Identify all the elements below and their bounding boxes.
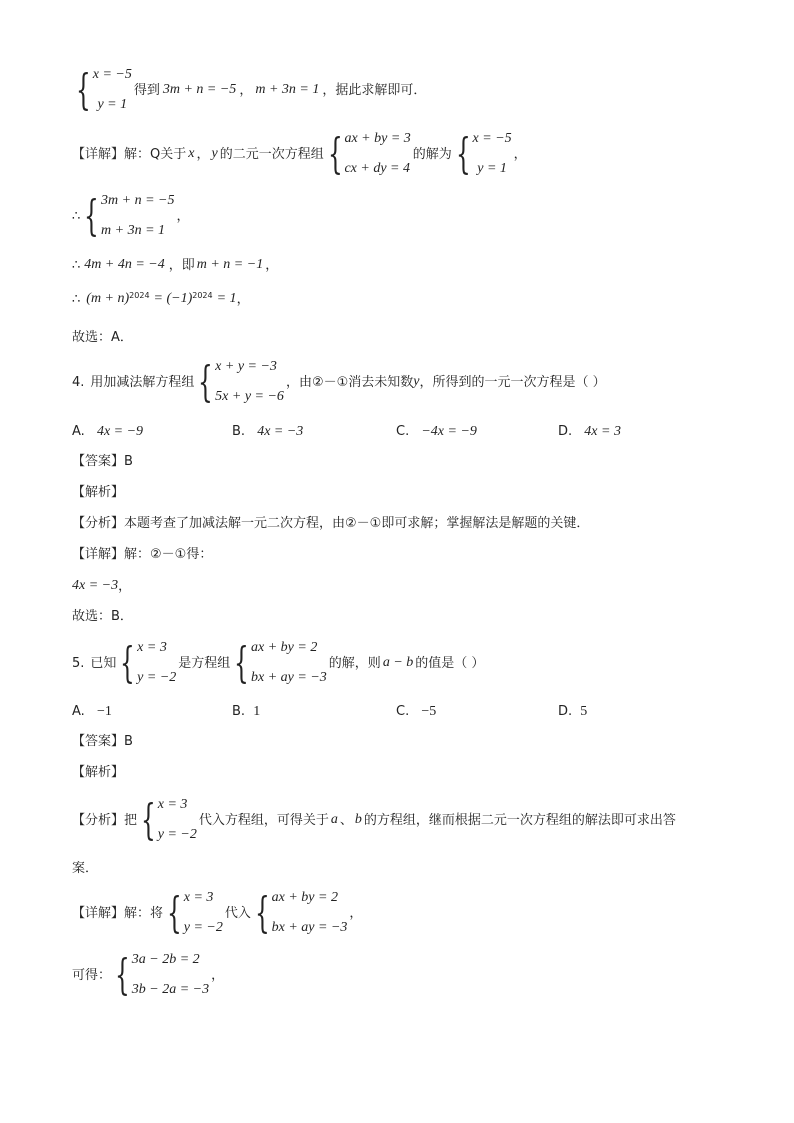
choice-q3: 故选：A． (72, 330, 133, 345)
detail-tag: 【详解】 (72, 146, 125, 162)
option-a[interactable] (72, 424, 143, 440)
equation: 4m + 4n = −4 (84, 257, 165, 272)
detail-line-q3 (72, 129, 527, 178)
analysis-tag-q5: 【解析】 (72, 765, 125, 780)
sys-row: y = −2 (137, 670, 177, 685)
option-expr: 4x = −3 (257, 424, 304, 439)
detail-q4 (72, 548, 212, 561)
text: 的二元一次方程组 (219, 146, 324, 162)
intro-line (72, 65, 427, 114)
therefore-line-2 (72, 258, 278, 272)
sys-row: x = 3 (157, 797, 188, 812)
therefore-symbol: ∴ (72, 257, 81, 273)
text: ，据此求解即可． (322, 82, 427, 98)
sys-row: x = 3 (183, 890, 214, 905)
detail-tag: 【详解】 (72, 905, 125, 921)
option-expr: −4x = −9 (421, 424, 477, 439)
equation: m + n = −1 (196, 257, 264, 272)
text: ， (176, 208, 190, 224)
var-x: x (188, 146, 195, 161)
fenxi-q4 (72, 517, 589, 530)
sys-row: x = −5 (472, 131, 512, 146)
text: 是方程组 (178, 655, 231, 671)
text: 本题考查了加减法解一元二次方程，由②－①即可求解；掌握解法是解题的关键． (124, 516, 590, 531)
option-label: A. (72, 704, 85, 719)
sys-row: ax + by = 3 (344, 131, 411, 146)
expression: a − b (382, 655, 414, 670)
sys-row: ax + by = 2 (251, 640, 318, 655)
option-expr: −1 (96, 704, 112, 719)
text: ， (196, 146, 210, 162)
sys-row: x = −5 (92, 67, 132, 82)
question-5 (72, 638, 485, 687)
text: 用加减法解方程组 (90, 374, 195, 390)
option-b[interactable] (232, 424, 303, 440)
text: 的值是（ ） (415, 655, 485, 671)
option-expr: 4x = −9 (96, 424, 144, 439)
brace: { (120, 638, 136, 687)
text: 的方程组，继而根据二元一次方程组的解法即可求出答 (363, 812, 676, 828)
sys-row: x = 3 (137, 640, 167, 655)
sys-row: 3a − 2b = 2 (131, 952, 200, 967)
var-b: b (354, 812, 362, 827)
option-label: C. (396, 424, 410, 439)
answer: B (124, 734, 133, 749)
option-expr: −5 (421, 704, 437, 719)
result-q5 (72, 950, 225, 999)
option-expr: 5 (580, 704, 588, 719)
sys-row: y = 1 (477, 161, 507, 176)
sys-row: y = −2 (157, 827, 197, 842)
sys-row: bx + ay = −3 (251, 670, 327, 685)
brace: { (455, 129, 471, 178)
detail-q5 (72, 888, 363, 937)
text: 代入方程组，可得关于 (198, 812, 329, 828)
fenxi-tag: 【分析】 (72, 812, 125, 828)
sys-row: x + y = −3 (215, 359, 277, 374)
equation-system (326, 129, 411, 178)
text: 解：②－①得： (124, 547, 213, 562)
option-a[interactable] (72, 704, 112, 720)
exponent: 2024 (129, 291, 150, 300)
equation-system (232, 638, 327, 687)
text: 的解，则 (328, 655, 381, 671)
exponent: 2024 (192, 291, 213, 300)
fenxi-q5 (72, 795, 676, 844)
question-4 (72, 357, 606, 406)
option-b[interactable] (232, 704, 260, 720)
text: ， (118, 578, 132, 594)
sys-row: cx + dy = 4 (344, 161, 410, 176)
brace: { (234, 638, 250, 687)
therefore-symbol: ∴ (72, 208, 81, 224)
text: ， (211, 967, 225, 983)
solution-system (118, 638, 177, 687)
option-c[interactable] (396, 424, 477, 440)
option-label: B. (232, 424, 246, 439)
var-y: y (211, 146, 218, 161)
brace: { (84, 191, 100, 240)
question-number: 5. (72, 655, 85, 671)
option-expr: 1 (253, 704, 261, 719)
equation: m + 3n = 1 (255, 82, 320, 97)
solution-system (165, 888, 223, 937)
text: 解：Q关于 (124, 146, 187, 162)
expression: = (−1) (153, 291, 193, 306)
text: 的解为 (412, 146, 452, 162)
answer-tag: 【答案】 (72, 734, 125, 749)
sys-row: y = −2 (183, 920, 223, 935)
sys-row: bx + ay = −3 (271, 920, 348, 935)
sys-row: 3b − 2a = −3 (131, 982, 210, 997)
text: ， (239, 82, 253, 98)
therefore-line-1 (72, 191, 190, 240)
option-label: D. (558, 424, 573, 439)
brace: { (141, 795, 156, 844)
sys-row: 5x + y = −6 (215, 389, 284, 404)
fenxi-tag: 【分析】 (72, 516, 125, 531)
option-d[interactable] (558, 704, 587, 720)
brace: { (115, 950, 130, 999)
answer-q5 (72, 735, 133, 748)
detail-tag: 【详解】 (72, 547, 125, 562)
var-a: a (330, 812, 338, 827)
brace: { (167, 888, 182, 937)
text: 已知 (90, 655, 117, 671)
solution-system (454, 129, 512, 178)
option-label: D. (558, 704, 573, 719)
solution-system (139, 795, 197, 844)
expression: = 1 (216, 291, 237, 306)
equation-system (82, 191, 175, 240)
text: ， (236, 291, 250, 307)
answer: B (124, 454, 133, 469)
text: 可得： (72, 967, 112, 983)
text: 代入 (224, 905, 251, 921)
text: ，由②－①消去未知数 (285, 374, 414, 390)
option-c[interactable] (396, 704, 436, 720)
text: ，即 (168, 257, 195, 273)
therefore-line-3 (72, 292, 250, 306)
brace: { (327, 129, 343, 178)
choice-q4: 故选：B． (72, 609, 133, 624)
result-q4 (72, 579, 131, 593)
brace: { (198, 357, 214, 406)
equation-system (196, 357, 284, 406)
question-number: 4. (72, 374, 85, 390)
answer-q4 (72, 455, 133, 468)
text: 、 (339, 812, 353, 828)
option-d[interactable] (558, 424, 621, 440)
equation-system (253, 888, 348, 937)
text: 把 (124, 812, 138, 828)
sys-row: y = 1 (97, 97, 128, 112)
option-expr: 4x = 3 (584, 424, 621, 439)
text: ， (349, 905, 363, 921)
text: ， (513, 146, 527, 162)
sys-row: ax + by = 2 (271, 890, 338, 905)
sys-row: m + 3n = 1 (101, 223, 166, 238)
option-label: C. (396, 704, 410, 719)
text: 解：将 (124, 905, 164, 921)
fenxi-q5-cont: 案． (72, 861, 99, 876)
brace: { (76, 65, 91, 114)
therefore-symbol: ∴ (72, 291, 81, 307)
expression: (m + n) (86, 291, 130, 306)
answer-tag: 【答案】 (72, 454, 125, 469)
text: 得到 (133, 82, 160, 98)
option-label: B. (232, 704, 246, 719)
solution-system (74, 65, 132, 114)
sys-row: 3m + n = −5 (101, 193, 175, 208)
equation: 4x = −3 (72, 578, 119, 593)
option-label: A. (72, 424, 85, 439)
equation-system (113, 950, 210, 999)
brace: { (254, 888, 270, 937)
text: ，所得到的一元一次方程是（ ） (419, 374, 606, 390)
text: ， (265, 257, 279, 273)
var-y: y (413, 374, 420, 389)
analysis-tag-q4: 【解析】 (72, 485, 125, 500)
equation: 3m + n = −5 (162, 82, 237, 97)
